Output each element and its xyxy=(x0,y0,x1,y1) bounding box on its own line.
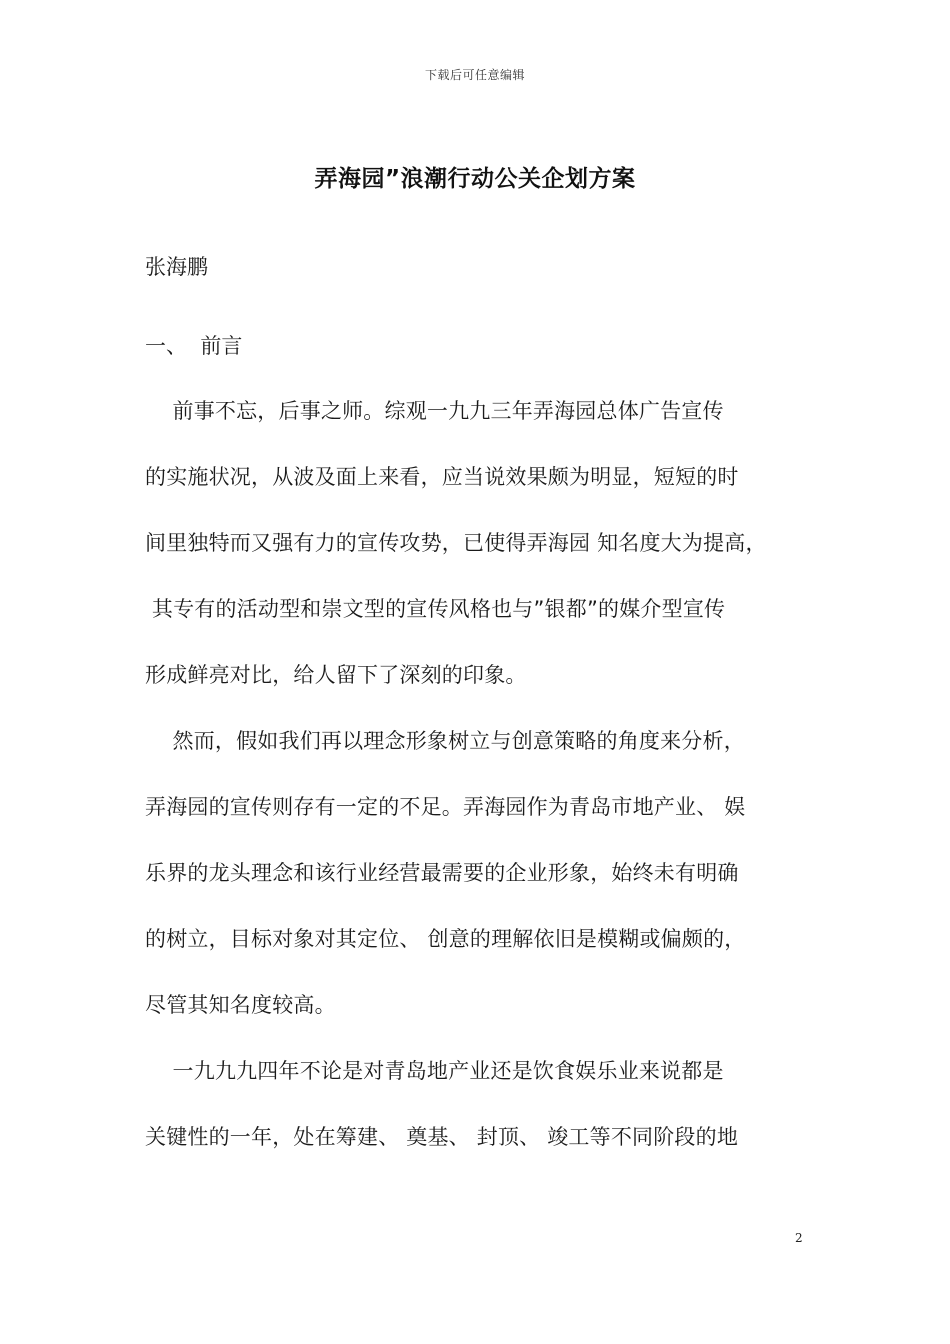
text-line: 关键性的一年，处在筹建、 奠基、 封顶、 竣工等不同阶段的地 xyxy=(145,1125,739,1149)
text-line: 的树立，目标对象对其定位、 创意的理解依旧是模糊或偏颇的， xyxy=(145,927,746,951)
text-line: 然而，假如我们再以理念形象树立与创意策略的角度来分析， xyxy=(145,729,745,753)
text-line: 的实施状况，从波及面上来看，应当说效果颇为明显，短短的时 xyxy=(145,465,739,489)
page-header: 下载后可任意编辑 xyxy=(424,68,525,82)
text-line: 形成鲜亮对比，给人留下了深刻的印象。 xyxy=(145,663,527,687)
text-line: 间里独特而又强有力的宣传攻势，已使得弄海园 知名度大为提高， xyxy=(145,531,767,555)
text-line: 前事不忘，后事之师。综观一九九三年弄海园总体广告宣传 xyxy=(145,399,724,423)
body-text xyxy=(145,378,805,1170)
text-line: 尽管其知名度较高。 xyxy=(145,993,336,1017)
text-line: 一九九九四年不论是对青岛地产业还是饮食娱乐业来说都是 xyxy=(145,1059,724,1083)
page-number: 2 xyxy=(795,1231,803,1245)
text-line: 其专有的活动型和崇文型的宣传风格也与”银都”的媒介型宣传 xyxy=(145,597,726,621)
text-line: 弄海园的宣传则存有一定的不足。弄海园作为青岛市地产业、 娱 xyxy=(145,795,746,819)
document-title: 弄海园”浪潮行动公关企划方案 xyxy=(314,166,636,192)
section-heading: 一、 前言 xyxy=(145,334,243,358)
text-line: 乐界的龙头理念和该行业经营最需要的企业形象，始终未有明确 xyxy=(145,861,739,885)
author-name: 张海鹏 xyxy=(145,255,208,279)
